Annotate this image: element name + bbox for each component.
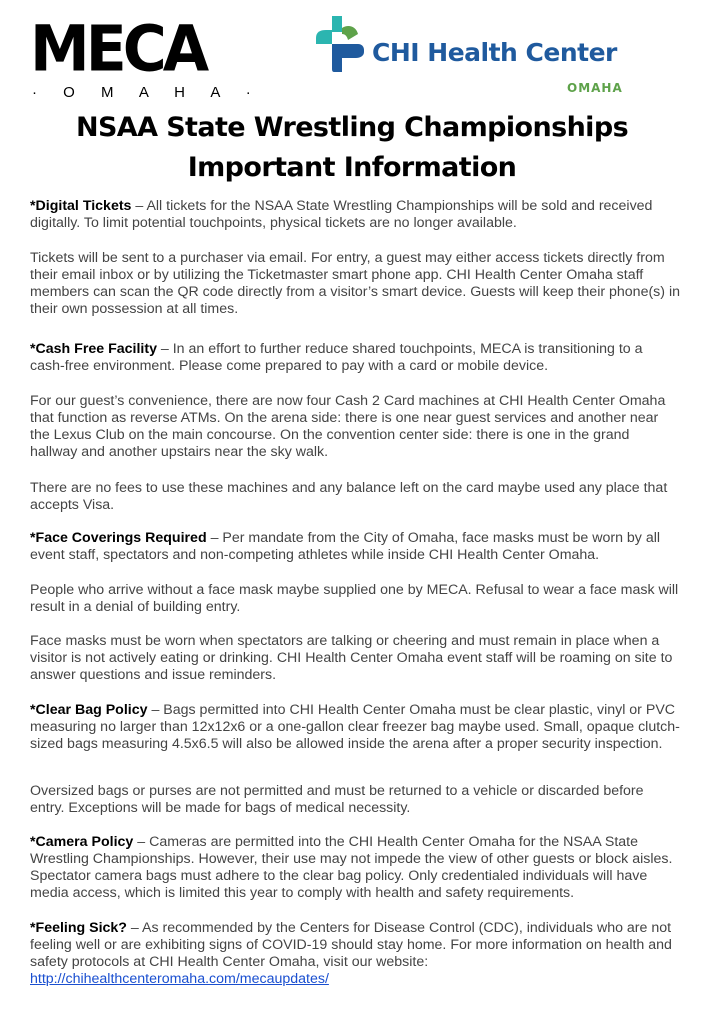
meca-logo-subtitle: · O M A H A ·	[32, 84, 262, 101]
feeling-sick-paragraph	[30, 920, 680, 988]
chi-logo-city: OMAHA	[567, 81, 623, 95]
face-coverings-text: – Per mandate from the City of Omaha, face masks must be worn by all event staff, spectators and non-competing athletes while inside CHI Health Center Omaha.	[30, 530, 661, 563]
digital-tickets-heading: *Digital Tickets	[30, 198, 132, 214]
meca-updates-link[interactable]: http://chihealthcenteromaha.com/mecaupdates/	[30, 971, 329, 987]
chi-health-center-logo	[312, 14, 642, 99]
cash-free-paragraph	[30, 341, 680, 375]
page-title	[0, 108, 704, 188]
cash-fees-paragraph: There are no fees to use these machines and any balance left on the card maybe used any place that accepts Visa.	[30, 480, 668, 513]
chi-logo-name: CHI Health Center	[372, 38, 617, 67]
clear-bag-paragraph	[30, 702, 680, 753]
oversized-bags-paragraph: Oversized bags or purses are not permitted and must be returned to a vehicle or discarded before entry. Exceptions will be made for bags of medical necessity.	[30, 783, 644, 816]
chi-cross-icon	[312, 14, 368, 76]
digital-tickets-paragraph	[30, 198, 680, 232]
camera-policy-paragraph	[30, 834, 680, 902]
digital-tickets-details: Tickets will be sent to a purchaser via email. For entry, a guest may either access tickets directly from their email inbox or by utilizing the Ticketmaster smart phone app. CHI Health Center Omaha staff members can scan the QR code directly from a visitor’s smart device. Guests will keep their phone(s) in their own possession at all times.	[30, 250, 680, 317]
face-mask-rules-paragraph: Face masks must be worn when spectators are talking or cheering and must remain in place when a visitor is not actively eating or drinking. CHI Health Center Omaha event staff will be roaming on site to answer questions and issue reminders.	[30, 633, 673, 683]
face-coverings-paragraph	[30, 530, 680, 564]
clear-bag-text: – Bags permitted into CHI Health Center Omaha must be clear plastic, vinyl or PVC measuring no larger than 12x12x6 or a one-gallon clear freezer bag maybe used. Small, opaque clutch-sized bags measuring 4.5x6.5 will also be allowed inside the arena after a proper security inspection.	[30, 702, 680, 752]
meca-logo-word: MECA	[30, 12, 206, 87]
feeling-sick-text: – As recommended by the Centers for Disease Control (CDC), individuals who are not feeling well or are exhibiting signs of COVID-19 should stay home. For more information on health and safety protocols at CHI Health Center Omaha, visit our website:	[30, 920, 672, 970]
camera-policy-text: – Cameras are permitted into the CHI Health Center Omaha for the NSAA State Wrestling Championships. However, their use may not impede the view of other guests or block aisles. Spectator camera bags must adhere to the clear bag policy. Only credentialed individuals will have media access, which is limited this year to comply with health and safety requirements.	[30, 834, 673, 901]
camera-policy-heading: *Camera Policy	[30, 834, 134, 850]
face-mask-supply-paragraph: People who arrive without a face mask maybe supplied one by MECA. Refusal to wear a face mask will result in a denial of building entry.	[30, 582, 679, 615]
title-line-2: Important Information	[187, 152, 517, 183]
title-line-1: NSAA State Wrestling Championships	[75, 112, 629, 143]
meca-omaha-logo	[30, 12, 262, 101]
cash-machines-paragraph: For our guest’s convenience, there are now four Cash 2 Card machines at CHI Health Center Omaha that function as reverse ATMs. On the arena side: there is one near guest services and another near the Lexus Club on the main concourse. On the convention center side: there is one in the grand hallway and another upstairs near the sky walk.	[30, 393, 666, 460]
digital-tickets-text: – All tickets for the NSAA State Wrestling Championships will be sold and received digitally. To limit potential touchpoints, physical tickets are no longer available.	[30, 198, 653, 231]
cash-free-heading: *Cash Free Facility	[30, 341, 157, 357]
clear-bag-heading: *Clear Bag Policy	[30, 702, 148, 718]
cash-free-text: – In an effort to further reduce shared touchpoints, MECA is transitioning to a cash-free environment. Please come prepared to pay with a card or mobile device.	[30, 341, 643, 374]
face-coverings-heading: *Face Coverings Required	[30, 530, 207, 546]
feeling-sick-heading: *Feeling Sick?	[30, 920, 127, 936]
